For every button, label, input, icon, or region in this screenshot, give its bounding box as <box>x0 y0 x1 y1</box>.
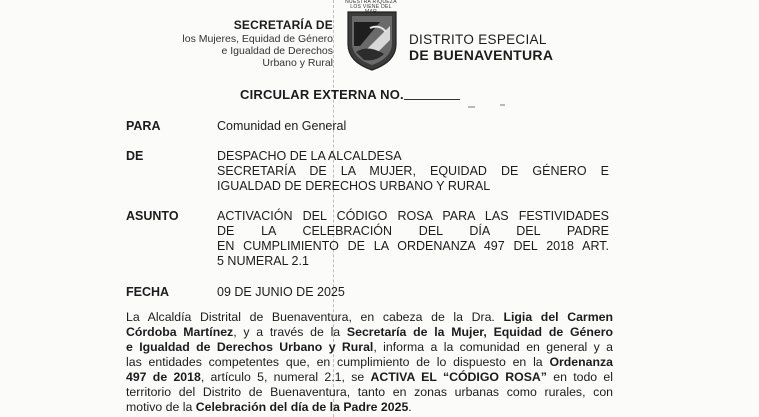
scan-speck <box>468 106 475 108</box>
circular-number-blank <box>404 99 460 100</box>
body-line: e Igualdad de Derechos Urbano y Rural, informa a la comunidad en general y a <box>126 340 613 354</box>
secretaria-header <box>182 18 333 69</box>
asunto-label: ASUNTO <box>126 209 179 223</box>
district-line-2: DE BUENAVENTURA <box>409 47 554 63</box>
buenaventura-shield-logo-icon <box>340 0 404 72</box>
body-line: 497 de 2018, artículo 5, numeral 2.1, se ACTIVA EL “CÓDIGO ROSA” en todo el <box>126 370 614 384</box>
secretaria-title: SECRETARÍA DE <box>233 18 333 32</box>
asunto-line: DE LA CELEBRACIÓN DEL DÍA DEL PADRE <box>217 224 609 238</box>
de-line: DESPACHO DE LA ALCALDESA <box>217 149 402 163</box>
district-name <box>409 32 553 63</box>
asunto-line: 5 NUMERAL 2.1 <box>217 254 309 268</box>
fecha-value: 09 DE JUNIO DE 2025 <box>217 285 345 299</box>
secretaria-line: Urbano y Rural <box>262 57 333 69</box>
asunto-value <box>217 209 609 269</box>
asunto-line: ACTIVACIÓN DEL CÓDIGO ROSA PARA LAS FESTIVIDADES <box>217 209 609 223</box>
body-line: las entidades competentes que, en cumplimiento de lo dispuesto en la Ordenanza <box>126 355 613 369</box>
de-value <box>217 149 609 194</box>
secretaria-line: e Igualdad de Derechos <box>221 45 333 57</box>
asunto-line: EN CUMPLIMIENTO DE LA ORDENANZA 497 DEL 2018 ART. <box>217 239 609 253</box>
body-line: La Alcaldía Distrital de Buenaventura, en cabeza de la Dra. Ligia del Carmen <box>126 310 613 324</box>
body-line: territorio del Distrito de Buenaventura, tanto en zonas urbanas como rurales, con <box>126 385 613 399</box>
secretaria-line: los Mujeres, Equidad de Género <box>182 33 333 45</box>
para-label: PARA <box>126 119 161 133</box>
de-line: IGUALDAD DE DERECHOS URBANO Y RURAL <box>217 179 491 193</box>
para-value: Comunidad en General <box>217 119 347 133</box>
scan-speck <box>500 104 505 106</box>
body-line: motivo de la Celebración del día de la Padre 2025. <box>126 400 412 414</box>
de-line: SECRETARÍA DE LA MUJER, EQUIDAD DE GÉNERO E <box>217 164 609 178</box>
logo-motto: NUESTRA RIQUEZA LOS VIENE DEL <box>345 0 397 10</box>
body-paragraph <box>126 310 613 415</box>
body-line: Córdoba Martínez, y a través de la Secretaría de la Mujer, Equidad de Género <box>126 325 613 339</box>
de-label: DE <box>126 149 144 163</box>
circular-title: CIRCULAR EXTERNA NO. <box>240 87 404 102</box>
district-line-1: DISTRITO ESPECIAL <box>409 32 547 47</box>
fecha-label: FECHA <box>126 285 170 299</box>
